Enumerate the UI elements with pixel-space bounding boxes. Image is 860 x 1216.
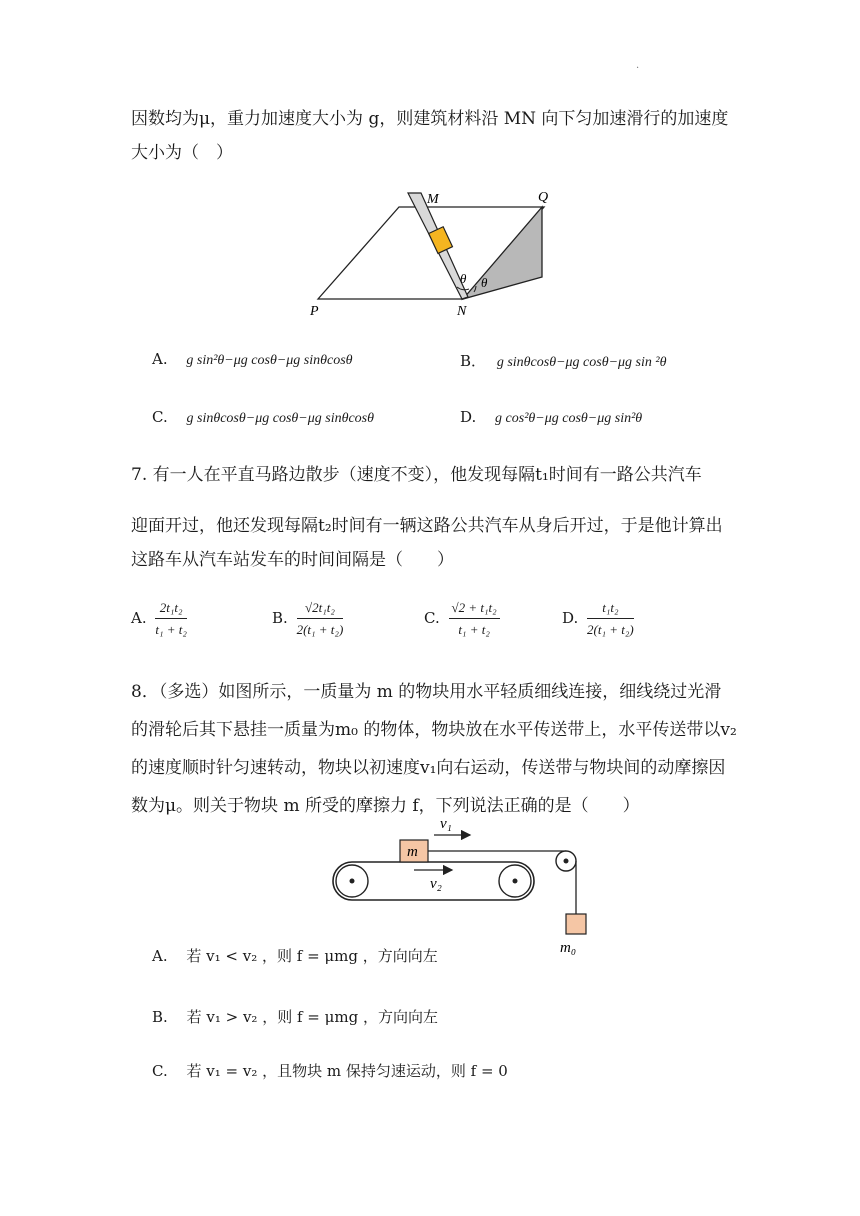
option-label: C. (152, 1062, 168, 1080)
option-expr: g sin²θ−μg cosθ−μg sinθcosθ (186, 353, 353, 368)
label-m0: m₀ (560, 940, 577, 956)
option-label: B． (460, 352, 487, 370)
q6-line1: 因数均为μ，重力加速度大小为 g，则建筑材料沿 MN 向下匀加速滑行的加速度 (131, 109, 729, 129)
label-v1: v₁ (440, 816, 452, 832)
fraction (449, 600, 500, 638)
option-expr: g cos²θ−μg cosθ−μg sin²θ (495, 411, 643, 426)
option-label: B. (272, 609, 288, 627)
fraction-numerator: 2t₁t₂ (155, 600, 187, 619)
option-label: C. (424, 609, 440, 627)
label-n: N (457, 304, 467, 319)
option-text: 若 v₁ > v₂ ，则 f = μmg ，方向向左 (186, 1008, 438, 1026)
fraction-numerator: √2t₁t₂ (297, 600, 344, 619)
option-expr: g sinθcosθ−μg cosθ−μg sinθcosθ (186, 411, 374, 426)
option-label: B. (152, 1008, 168, 1026)
label-theta-2: θ (481, 275, 488, 290)
option-label: A. (152, 947, 168, 965)
option-label: D. (562, 609, 579, 627)
label-v2: v₂ (430, 876, 442, 892)
q7-option-b[interactable] (272, 600, 347, 638)
option-text: 若 v₁ = v₂ ，且物块 m 保持匀速运动，则 f = 0 (186, 1062, 508, 1080)
q7-line3: 这路车从汽车站发车的时间间隔是（ ） (131, 550, 454, 570)
option-label: A. (131, 609, 147, 627)
fraction (297, 600, 344, 638)
label-theta-1: θ (460, 271, 467, 286)
q7-option-a[interactable] (131, 600, 191, 638)
q6-option-b[interactable] (460, 350, 666, 371)
q8-option-a[interactable] (152, 945, 438, 966)
label-p: P (310, 304, 319, 319)
label-m: M (427, 192, 439, 207)
option-expr: g sinθcosθ−μg cosθ−μg sin ²θ (496, 355, 667, 370)
q8-line3: 的速度顺时针匀速转动，物块以初速度v₁向右运动，传送带与物块间的动摩擦因 (131, 758, 726, 778)
option-label: C. (152, 408, 168, 426)
fraction-denominator: 2(t₁ + t₂) (587, 622, 634, 637)
q6-option-d[interactable] (460, 408, 642, 427)
q8-line4: 数为μ。则关于物块 m 所受的摩擦力 f，下列说法正确的是（ ） (131, 796, 640, 816)
label-block-m: m (407, 844, 418, 860)
q8-option-c[interactable] (152, 1060, 508, 1081)
q7-option-c[interactable] (424, 600, 504, 638)
fraction (587, 600, 634, 638)
q8-line2: 的滑轮后其下悬挂一质量为m₀ 的物体，物块放在水平传送带上，水平传送带以v₂ (131, 720, 737, 740)
q6-line2: 大小为（ ） (131, 143, 233, 163)
q6-option-a[interactable] (152, 350, 353, 369)
fraction-denominator: t₁ + t₂ (155, 622, 187, 637)
q6-incline-figure (300, 183, 570, 323)
q6-option-c[interactable] (152, 408, 374, 427)
q7-option-d[interactable] (562, 600, 638, 638)
page-dot: . (636, 60, 640, 71)
fraction-numerator: √2 + t₁t₂ (449, 600, 500, 619)
fraction-numerator: t₁t₂ (587, 600, 634, 619)
option-label: D. (460, 408, 477, 426)
q8-option-b[interactable] (152, 1006, 438, 1027)
fraction-denominator: 2(t₁ + t₂) (296, 622, 344, 637)
q8-conveyor-figure (330, 812, 600, 962)
option-text: 若 v₁ < v₂ ，则 f = μmg ，方向向左 (186, 947, 438, 965)
fraction-denominator: t₁ + t₂ (458, 622, 490, 637)
hanging-mass-m0 (566, 914, 586, 934)
q8-line1: 8．（多选）如图所示，一质量为 m 的物块用水平轻质细线连接，细线绕过光滑 (131, 682, 722, 702)
q7-line2: 迎面开过，他还发现每隔t₂时间有一辆这路公共汽车从身后开过，于是他计算出 (131, 516, 723, 536)
fraction (155, 600, 187, 638)
gray-wedge (463, 207, 542, 299)
q7-line1: 7. 有一人在平直马路边散步（速度不变），他发现每隔t₁时间有一路公共汽车 (131, 465, 702, 485)
label-q: Q (538, 190, 549, 205)
option-label: A. (152, 350, 168, 368)
